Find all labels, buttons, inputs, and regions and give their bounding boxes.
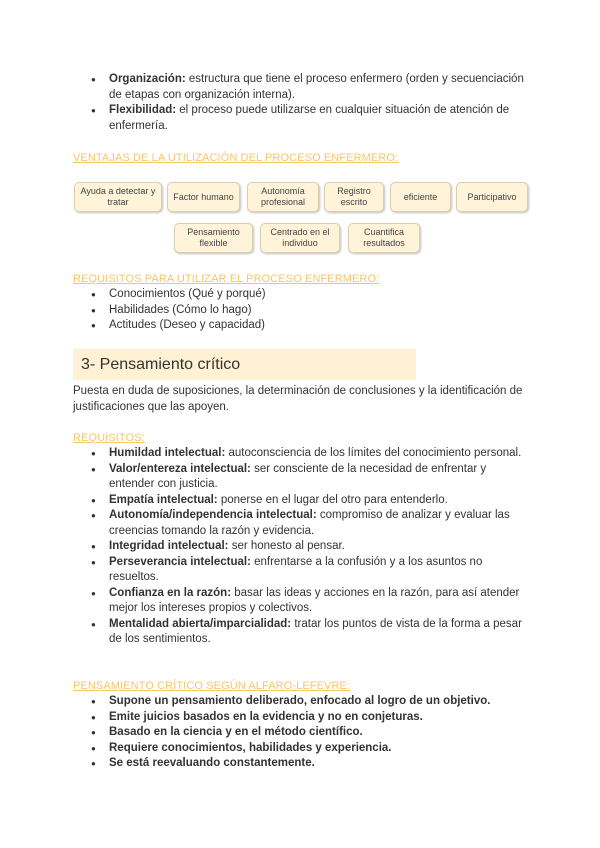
list-item: ● Actitudes (Deseo y capacidad)	[73, 318, 533, 334]
definition: estructura que tiene el proceso enfermero (orden y secuenciación de etapas con organización interna).	[109, 73, 524, 101]
ventaja-box: Cuantifica resultados	[348, 223, 420, 253]
ventaja-box: Pensamiento flexible	[174, 223, 253, 253]
definition: basar las ideas y acciones en la razón, para así atender mejor los intereses propios y colectivos.	[109, 586, 520, 614]
term: Valor/entereza intelectual:	[109, 462, 251, 475]
list-item	[73, 555, 533, 586]
ventaja-box: Centrado en el individuo	[260, 223, 340, 253]
definition: compromiso de analizar y evaluar las creencias tomando la razón y evidencia.	[109, 509, 510, 537]
list-item: ● Basado en la ciencia y en el método científico.	[73, 725, 533, 741]
list-item	[73, 103, 533, 134]
term: Perseverancia intelectual:	[109, 555, 251, 568]
term: Confianza en la razón:	[109, 586, 232, 599]
term: Autonomía/independencia intelectual:	[109, 509, 317, 521]
definition: ser honesto al pensar.	[228, 540, 345, 552]
definition: autoconsciencia de los límites del conocimiento personal.	[225, 447, 522, 459]
requisitos-heading: REQUISITOS:	[73, 432, 145, 444]
term: Humildad intelectual:	[109, 447, 226, 459]
list-item: ● Emite juicios basados en la evidencia y no en conjeturas.	[73, 710, 533, 726]
alfaro-heading: PENSAMIENTO CRÍTICO SEGÚN ALFARO-LEFEVRE:	[73, 680, 351, 692]
definition: tratar los puntos de vista de la forma a pesar de los sentimientos.	[109, 617, 522, 645]
ventaja-box: Factor humano	[167, 182, 240, 212]
list-item	[73, 617, 533, 648]
section-intro-paragraph: Puesta en duda de suposiciones, la determinación de conclusiones y la identificación de justificaciones que las apoyen.	[73, 385, 523, 413]
term: Empatía intelectual:	[109, 493, 218, 506]
list-item: ● Se está reevaluando constantemente.	[73, 756, 533, 772]
list-item	[73, 72, 533, 103]
section-title: 3- Pensamiento crítico	[73, 349, 416, 380]
term: Mentalidad abierta/imparcialidad:	[109, 617, 292, 630]
list-item	[73, 462, 533, 493]
ventaja-box: Participativo	[456, 182, 528, 212]
ventaja-box: eficiente	[390, 182, 451, 212]
intro-bullet-list	[73, 72, 533, 134]
list-item	[73, 493, 533, 509]
list-item	[73, 446, 533, 462]
term: Flexibilidad:	[109, 104, 177, 116]
ventaja-box: Autonomía profesional	[247, 182, 319, 212]
definition: el proceso puede utilizarse en cualquier situación de atención de enfermería.	[109, 104, 510, 132]
requisitos-proceso-list	[73, 287, 533, 334]
list-item: ● Conocimientos (Qué y porqué)	[73, 287, 533, 303]
definition: ser consciente de la necesidad de enfrentar y entender con justicia.	[109, 462, 487, 490]
list-item: ● Habilidades (Cómo lo hago)	[73, 303, 533, 319]
ventaja-box: Ayuda a detectar y tratar	[74, 182, 162, 212]
definition: enfrentarse a la confusión y a los asuntos no resueltos.	[109, 555, 483, 583]
list-item	[73, 539, 533, 555]
term: Integridad intelectual:	[109, 540, 229, 552]
term: Organización:	[109, 73, 186, 85]
ventajas-heading: VENTAJAS DE LA UTILIZACIÓN DEL PROCESO ENFERMERO:	[73, 152, 399, 164]
alfaro-list	[73, 694, 533, 772]
requisitos-proceso-heading: REQUISITOS PARA UTILIZAR EL PROCESO ENFERMERO:	[73, 273, 380, 285]
requisitos-list	[73, 446, 533, 648]
ventaja-box: Registro escrito	[324, 182, 384, 212]
list-item: ● Supone un pensamiento deliberado, enfocado al logro de un objetivo.	[73, 694, 533, 710]
list-item	[73, 508, 533, 539]
list-item	[73, 586, 533, 617]
definition: ponerse en el lugar del otro para entenderlo.	[217, 493, 448, 506]
list-item: ● Requiere conocimientos, habilidades y experiencia.	[73, 741, 533, 757]
